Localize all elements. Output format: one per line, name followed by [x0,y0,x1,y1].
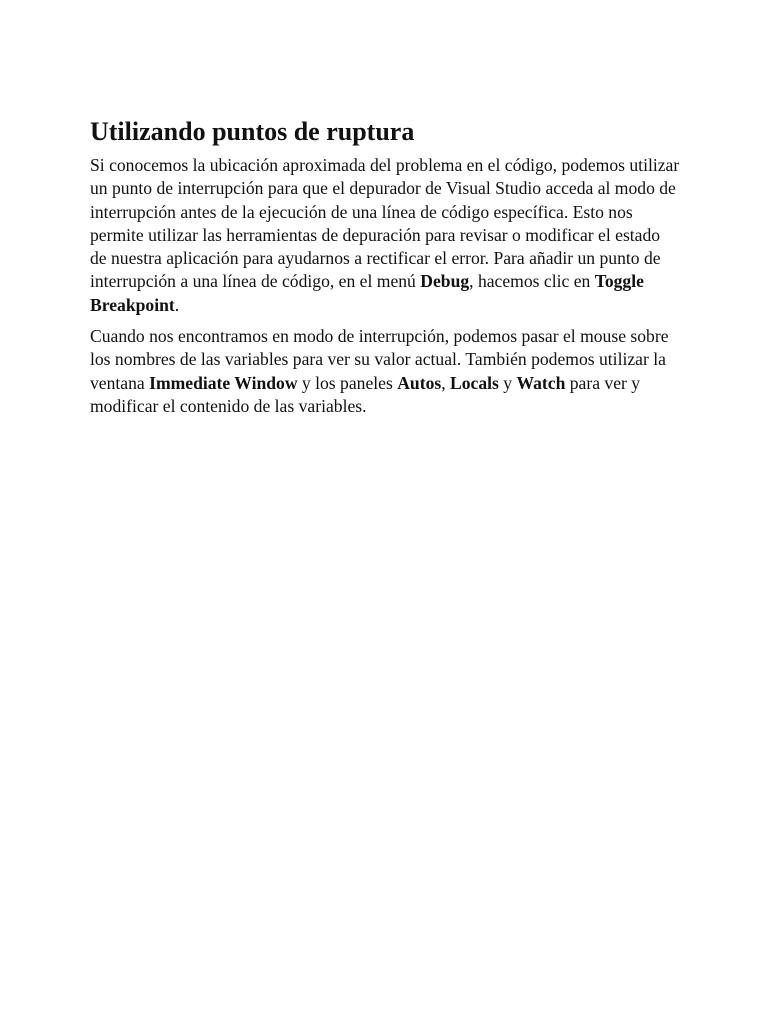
window-immediate: Immediate Window [149,372,298,393]
panel-watch: Watch [516,372,566,393]
panel-locals: Locals [450,372,499,393]
p1-text-3: . [174,294,180,315]
paragraph-breakpoints-intro [90,154,680,317]
p2-text-3: , [441,372,451,393]
command-toggle-breakpoint: Toggle Breakpoint [90,271,644,315]
p2-text-2: y los paneles [297,372,398,393]
document-page [90,114,680,426]
p1-text-1: Si conocemos la ubicación aproximada del problema en el código, podemos utilizar un punto de interrupción para que el depurador de Visual Studio acceda al modo de interrupción antes de la ejecución de una línea de código específica. Esto nos permite utilizar las herramientas de depuración para revisar o modificar el estado de nuestra aplicación para ayudarnos a rectificar el error. Para añadir un punto de interrupción a una línea de código, en el menú [90,155,680,292]
p2-text-4: y [498,372,517,393]
p2-text-1: Cuando nos encontramos en modo de interrupción, podemos pasar el mouse sobre los nombres de las variables para ver su valor actual. También podemos utilizar la ventana [90,326,669,393]
paragraph-break-mode [90,325,680,418]
panel-autos: Autos [397,372,442,393]
p1-text-2: , hacemos clic en [469,271,595,292]
p2-text-5: para ver y modificar el contenido de las variables. [90,372,641,416]
menu-debug: Debug [420,271,470,292]
document-title: Utilizando puntos de ruptura [90,117,415,146]
